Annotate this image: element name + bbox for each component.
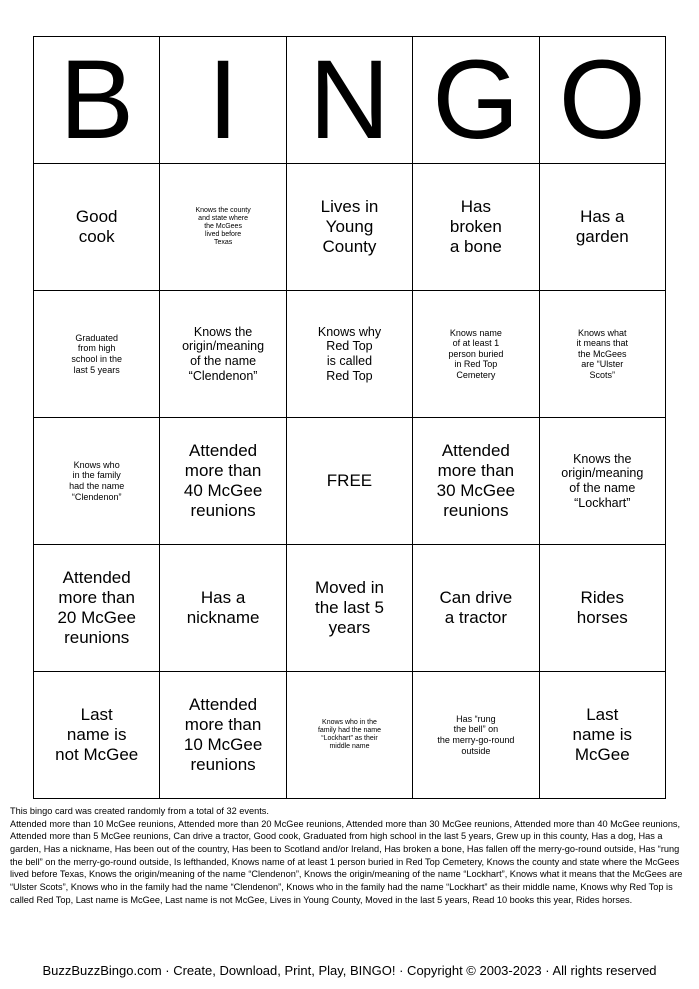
cell-text-line: last 5 years	[73, 364, 120, 375]
cell-text-line: of the name	[190, 354, 257, 368]
cell-text-line: 30 McGee	[436, 481, 516, 500]
cell-text-line: is called	[326, 354, 373, 368]
description-intro: This bingo card was created randomly from a total of 32 events.	[10, 806, 269, 816]
cell-text	[55, 705, 138, 765]
cell-text-line: origin/meaning	[182, 339, 265, 354]
cell-text	[321, 197, 379, 257]
cell-text-line: “Lockhart” as their	[321, 735, 378, 742]
cell-text-line: County	[322, 236, 377, 256]
cell-text	[57, 568, 135, 648]
cell-text-line: more than	[437, 461, 515, 481]
cell-text-line: the last 5	[314, 598, 384, 618]
cell-text-line: Can drive	[439, 588, 513, 608]
cell-text-line: FREE	[326, 471, 373, 491]
cell-text-line: lived before	[204, 231, 242, 239]
cell-text-line: of at least 1	[452, 338, 500, 349]
cell-text-line: 20 McGee	[57, 608, 136, 627]
cell-text-line: from high	[77, 343, 116, 354]
cell-text-line: Has “rung	[456, 713, 496, 724]
cell-text-line: Knows the	[193, 324, 253, 339]
cell-text-line: outside	[461, 745, 491, 756]
cell-text-line: are “Ulster	[581, 359, 624, 370]
bingo-card	[33, 36, 666, 799]
cell-text	[573, 705, 633, 765]
cell-text-line: reunions	[443, 500, 509, 520]
cell-text-line: the merry-go-round	[437, 735, 515, 745]
bingo-cell	[34, 672, 160, 799]
cell-text-line: years	[328, 617, 371, 637]
cell-text-line: reunions	[64, 627, 130, 647]
cell-text-line: person buried	[448, 348, 504, 359]
cell-text	[318, 325, 381, 384]
cell-text-line: Knows who	[73, 459, 120, 470]
bingo-row	[34, 291, 666, 418]
cell-text	[450, 197, 502, 257]
cell-text-line: Knows why	[317, 324, 382, 339]
cell-text-line: middle name	[329, 743, 370, 751]
cell-text	[184, 441, 262, 521]
cell-text-line: Moved in	[314, 578, 384, 598]
cell-text-line: the McGees	[578, 348, 627, 359]
bingo-cell	[286, 164, 412, 291]
cell-text-line: Has a	[580, 207, 625, 227]
cell-text-line: reunions	[190, 754, 256, 774]
cell-text-line: “Lockhart”	[574, 495, 631, 510]
cell-text-line: horses	[576, 608, 628, 627]
bingo-cell	[160, 545, 286, 672]
cell-text-line: had the name	[69, 481, 125, 491]
header-letter-i: I	[160, 37, 286, 164]
cell-text	[69, 460, 124, 502]
cell-text-line: Lives in	[320, 197, 379, 217]
bingo-cell	[413, 418, 539, 545]
cell-text-line: 10 McGee	[183, 735, 263, 754]
card-description	[10, 805, 690, 907]
cell-text-line: “Clendenon”	[188, 368, 258, 383]
cell-text-line: and state where	[198, 214, 248, 222]
cell-text	[439, 588, 512, 628]
cell-text-line: name is	[572, 725, 633, 745]
cell-text-line: of the name	[569, 481, 636, 495]
bingo-cell	[539, 672, 665, 799]
cell-text-line: Knows what	[578, 327, 627, 338]
bingo-cell	[160, 418, 286, 545]
cell-text-line: 40 McGee	[183, 481, 263, 500]
bingo-cell	[539, 545, 665, 672]
cell-text-line: Has	[460, 197, 491, 217]
cell-text-line: not McGee	[55, 744, 139, 764]
cell-text-line: Knows name	[449, 327, 502, 338]
bingo-cell	[286, 545, 412, 672]
cell-text	[561, 452, 643, 511]
bingo-row	[34, 545, 666, 672]
cell-text-line: Good	[75, 207, 118, 227]
header-letter-n: N	[286, 37, 412, 164]
cell-text-line: cook	[78, 227, 115, 246]
cell-text	[184, 695, 262, 775]
bingo-cell	[34, 545, 160, 672]
bingo-cell	[413, 291, 539, 418]
bingo-cell	[34, 291, 160, 418]
cell-text-line: Graduated	[75, 332, 118, 343]
cell-text	[437, 441, 515, 521]
cell-text-line: Attended	[189, 695, 258, 715]
cell-text-line: Attended	[189, 441, 258, 461]
cell-text-line: garden	[575, 227, 629, 246]
header-letter-g: G	[413, 37, 539, 164]
cell-text-line: name is	[66, 725, 127, 745]
cell-text-line: family had the name	[317, 726, 381, 734]
cell-text-line: Scots”	[589, 369, 616, 380]
cell-text	[448, 328, 503, 381]
cell-text-line: school in the	[71, 354, 122, 364]
cell-text-line: reunions	[190, 500, 256, 520]
cell-text-line: a tractor	[444, 608, 508, 627]
cell-text-line: in the family	[72, 470, 121, 481]
cell-text	[576, 207, 629, 247]
cell-text	[76, 207, 118, 247]
cell-text	[315, 578, 384, 638]
cell-text-line: “Clendenon”	[71, 491, 122, 502]
cell-text-line: Has a	[200, 588, 246, 608]
cell-text	[195, 207, 250, 248]
header-letter-o: O	[539, 37, 665, 164]
cell-text-line: Attended	[441, 441, 510, 461]
header-letter-b: B	[34, 37, 160, 164]
bingo-cell	[539, 418, 665, 545]
cell-text-line: the McGees	[204, 222, 242, 230]
cell-text-line: Rides	[580, 588, 625, 608]
cell-text-line: more than	[184, 461, 262, 481]
cell-text-line: nickname	[186, 608, 260, 627]
cell-text-line: in Red Top	[454, 359, 498, 370]
cell-text	[437, 714, 514, 756]
cell-text	[577, 328, 629, 381]
site-footer: BuzzBuzzBingo.com · Create, Download, Print, Play, BINGO! · Copyright © 2003-2023 · All rights reserved	[42, 963, 657, 978]
cell-text-line: Knows the county	[195, 206, 251, 214]
cell-text-line: Red Top	[326, 339, 373, 354]
cell-text	[577, 588, 628, 628]
bingo-row	[34, 672, 666, 799]
bingo-cell	[286, 291, 412, 418]
cell-text-line: Last	[80, 705, 113, 725]
cell-text	[71, 333, 122, 375]
cell-text-line: Young	[325, 217, 374, 237]
cell-text-line: more than	[184, 715, 262, 735]
cell-text-line: it means that	[576, 338, 629, 349]
bingo-cell	[160, 672, 286, 799]
cell-text-line: Cemetery	[456, 369, 496, 380]
cell-text-line: broken	[449, 217, 502, 237]
bingo-cell	[160, 164, 286, 291]
cell-text-line: Knows who in the	[322, 718, 377, 726]
cell-text-line: Red Top	[326, 368, 373, 383]
free-space-cell	[286, 418, 412, 545]
bingo-cell	[539, 291, 665, 418]
cell-text-line: Attended	[62, 568, 131, 588]
cell-text	[327, 471, 372, 491]
cell-text	[182, 325, 264, 384]
cell-text	[318, 719, 381, 752]
bingo-cell	[286, 672, 412, 799]
bingo-cell	[34, 164, 160, 291]
cell-text-line: Knows the	[573, 451, 632, 466]
bingo-cell	[413, 672, 539, 799]
bingo-cell	[413, 545, 539, 672]
bingo-cell	[160, 291, 286, 418]
cell-text	[187, 588, 260, 628]
cell-text-line: origin/meaning	[561, 466, 644, 481]
cell-text-line: McGee	[574, 744, 630, 764]
bingo-cell	[539, 164, 665, 291]
bingo-header-row	[34, 37, 666, 164]
description-event-list: Attended more than 10 McGee reunions, Attended more than 20 McGee reunions, Attended more than 30 McGee reunions, Attended more than 40 McGee reunions, Attended more than 5 McGee reunions, Can drive a tractor, Good cook, Graduated from high school in the last 5 years, Grew up in this county, Has a dog, Has a garden, Has a nickname, Has been out of the country, Has been to Scotland and/or Ireland, Has broken a bone, Has fallen off the merry-go-round outside, Has “rung the bell” on the merry-go-round outside, Is lefthanded, Knows name of at least 1 person buried in Red Top Cemetery, Knows the county and state where the McGees lived before Texas, Knows the origin/meaning of the name “Clendenon”, Knows the origin/meaning of the name “Lockhart”, Knows what it means that the McGees are “Ulster Scots”, Knows who in the family had the name “Clendenon”, Knows who in the family had the name “Lockhart” as their middle name, Knows why Red Top is called Red Top, Last name is McGee, Last name is not McGee, Lives in Young County, Moved in the last 5 years, Read 10 books this year, Rides horses.	[10, 818, 683, 905]
bingo-cell	[413, 164, 539, 291]
cell-text-line: the bell” on	[453, 724, 499, 735]
bingo-row	[34, 418, 666, 545]
cell-text-line: a bone	[449, 236, 502, 256]
bingo-cell	[34, 418, 160, 545]
cell-text-line: more than	[58, 588, 135, 608]
bingo-row	[34, 164, 666, 291]
cell-text-line: Texas	[213, 239, 233, 247]
cell-text-line: Last	[586, 705, 619, 725]
